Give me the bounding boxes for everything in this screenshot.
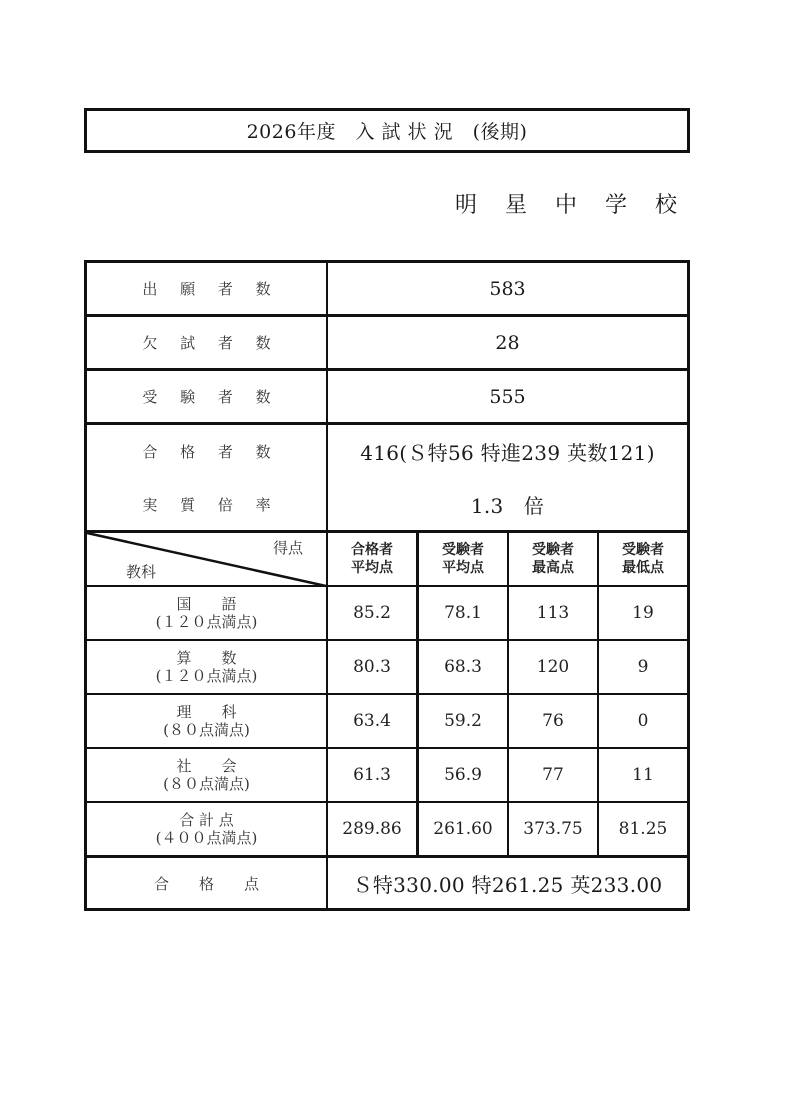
passing-score-value: Ｓ特330.00 特261.25 英233.00 <box>352 872 663 897</box>
score-cell: 261.60 <box>433 819 493 839</box>
column-header-line: 平均点 <box>351 560 393 576</box>
subject-name: 算 数 <box>176 649 237 667</box>
school-name-char: 校 <box>654 193 677 218</box>
subject-name: 合 計 点 <box>179 811 234 829</box>
column-header-line: 最高点 <box>532 560 574 576</box>
score-cell: 85.2 <box>353 603 391 623</box>
ratio-label: 実 質 倍 率 <box>142 495 280 514</box>
ratio-value: 1.3 倍 <box>470 493 545 518</box>
passers-value: 416(Ｓ特56 特進239 英数121) <box>360 440 655 465</box>
column-header-line: 受験者 <box>532 542 574 558</box>
score-cell: 120 <box>536 657 570 677</box>
score-cell: 68.3 <box>444 657 482 677</box>
column-header-line: 平均点 <box>442 560 484 576</box>
passing-score-label: 合 格 点 <box>153 874 259 893</box>
column-header-examinee-max <box>509 533 597 585</box>
score-cell: 9 <box>637 657 649 677</box>
score-cell: 63.4 <box>353 711 391 731</box>
score-cell: 59.2 <box>444 711 482 731</box>
score-cell: 289.86 <box>342 819 402 839</box>
score-cell: 19 <box>632 603 654 623</box>
absentees-value: 28 <box>495 331 520 354</box>
applicants-label: 出 願 者 数 <box>142 280 280 298</box>
applicants-value: 583 <box>489 277 526 300</box>
score-cell: 56.9 <box>444 765 482 785</box>
corner-score-label: 得点 <box>273 539 304 557</box>
score-cell: 61.3 <box>353 765 391 785</box>
column-header-line: 最低点 <box>622 560 664 576</box>
score-cell: 373.75 <box>523 819 583 839</box>
score-cell: 11 <box>632 765 654 785</box>
page-title: 2026年度 入 試 状 況 (後期) <box>246 121 528 143</box>
score-cell: 80.3 <box>353 657 391 677</box>
corner-subject-label: 教科 <box>126 563 157 581</box>
subject-max-score: (１２０点満点) <box>155 613 258 631</box>
score-cell: 78.1 <box>444 603 482 623</box>
school-name-char: 星 <box>504 193 527 218</box>
subject-max-score: (８０点満点) <box>163 721 250 739</box>
score-cell: 0 <box>637 711 649 731</box>
subject-cell-japanese <box>87 587 326 639</box>
column-header-line: 合格者 <box>351 542 393 558</box>
column-header-examinee-avg <box>419 533 507 585</box>
subject-max-score: (１２０点満点) <box>155 667 258 685</box>
score-cell: 113 <box>536 603 570 623</box>
score-cell: 81.25 <box>618 819 668 839</box>
column-header-line: 受験者 <box>622 542 664 558</box>
score-cell: 76 <box>542 711 564 731</box>
subject-max-score: (８０点満点) <box>163 775 250 793</box>
absentees-label: 欠 試 者 数 <box>142 334 280 352</box>
subject-name: 理 科 <box>176 703 237 721</box>
subject-name: 国 語 <box>176 595 237 613</box>
column-header-line: 受験者 <box>442 542 484 558</box>
passers-label: 合 格 者 数 <box>142 442 280 461</box>
subject-cell-total <box>87 803 326 855</box>
subject-name: 社 会 <box>176 757 237 775</box>
column-header-passer-avg <box>328 533 416 585</box>
examinees-label: 受 験 者 数 <box>142 388 280 406</box>
score-cell: 77 <box>542 765 564 785</box>
examinees-value: 555 <box>489 385 526 408</box>
subject-cell-science <box>87 695 326 747</box>
subject-max-score: (４００点満点) <box>155 829 258 847</box>
subject-cell-social-studies <box>87 749 326 801</box>
school-name-char: 中 <box>554 193 577 218</box>
column-header-examinee-min <box>599 533 687 585</box>
subject-cell-math <box>87 641 326 693</box>
school-name-char: 明 <box>454 193 477 218</box>
school-name-char: 学 <box>604 193 627 218</box>
